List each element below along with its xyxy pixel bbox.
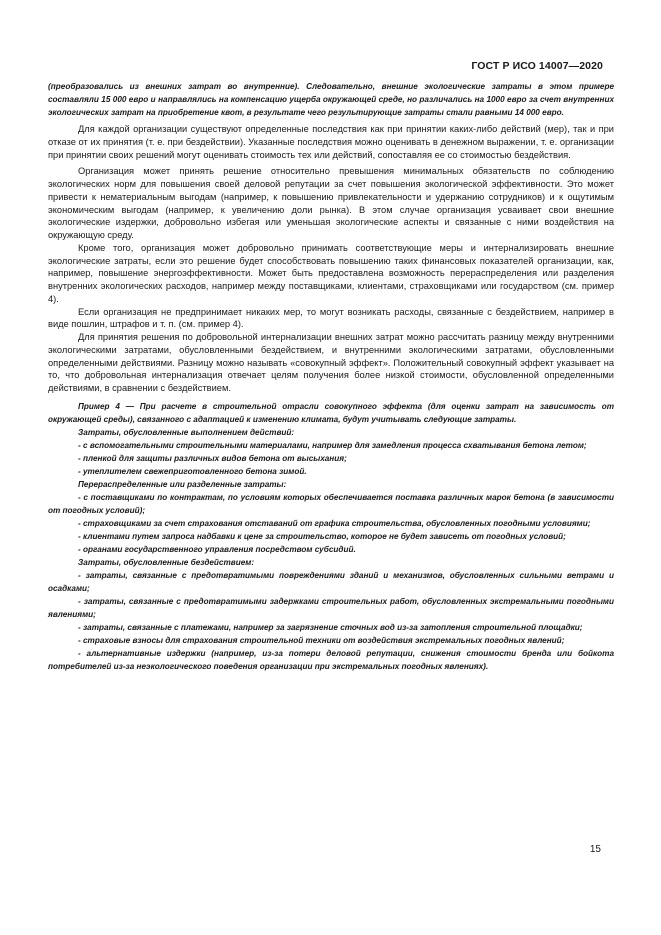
example-line: - затраты, связанные с предотвратимыми задержками строительных работ, обусловленных экстремальными погодными явлениями; (48, 596, 614, 619)
example-line: - органами государственного управления посредством субсидий. (78, 544, 356, 554)
body-paragraph: Кроме того, организация может добровольно принимать соответствующие меры и интернализировать внешние экологические затраты, если это решение будет способствовать повышению таких финансовых показателей организации, как, например, повышение энергоэффективности. Может быть предоставлена возможность перераспределения или разделения внутренних экологических расходов, например между поставщиками, клиентами, страховщиками или государством (см. пример 4). (48, 242, 614, 304)
page-body (48, 80, 614, 673)
italic-continuation: (преобразовались из внешних затрат во внутренние). Следовательно, внешние экологические затраты в этом примере составляли 15 000 евро и направлялись на компенсацию ущерба окружающей среде, но различались на 1000 евро за счет внутренних экологических затрат на приобретение квот, в результате чего результирующие затраты стали равными 14 000 евро. (48, 82, 614, 117)
standard-header: ГОСТ Р ИСО 14007—2020 (471, 60, 603, 72)
example-line: Затраты, обусловленные выполнением действий: (78, 427, 295, 437)
example-line: - с вспомогательными строительными материалами, например для замедления процесса схватывания бетона летом; (78, 440, 587, 450)
example-intro: Пример 4 — При расчете в строительной отрасли совокупного эффекта (для оценки затрат на зависимость от окружающей среды), связанного с адаптацией к изменению климата, будут учитывать следующие затраты. (48, 401, 614, 424)
body-paragraph: Если организация не предпринимает никаких мер, то могут возникать расходы, связанные с бездействием, например в виде пошлин, штрафов и т. п. (см. пример 4). (48, 306, 614, 330)
example-line: - утеплителем свежеприготовленного бетона зимой. (78, 466, 307, 476)
example-line: - клиентами путем запроса надбавки к цене за строительство, которое не будет зависеть от погодных условий; (78, 531, 566, 541)
page-number: 15 (589, 844, 601, 855)
body-paragraph: Для каждой организации существуют определенные последствия как при принятии каких-либо действий (мер), так и при отказе от их принятия (т. е. при бездействии). Указанные последствия можно оценивать в денежном выражении, т. е. организации при принятии своих решений могут оценивать стоимость тех или действий, сопоставляя ее со стоимостью бездействия. (48, 124, 614, 160)
example-line: - пленкой для защиты различных видов бетона от высыхания; (78, 453, 347, 463)
example-line: - страховые взносы для страхования строительной техники от воздействия экстремальных погодных явлений; (78, 635, 565, 645)
example-line: Затраты, обусловленные бездействием: (78, 557, 255, 567)
example-line: - альтернативные издержки (например, из-за потери деловой репутации, снижения стоимости бренда или бойкота потребителей из-за неэкологического поведения организации при экстремальных погодных явлениях). (48, 648, 614, 671)
body-paragraph: Организация может принять решение относительно превышения минимальных обязательств по соблюдению экологических норм для повышения своей деловой репутации за счет повышения экологической эффективности. Это может привести к нематериальным выгодам (например, к повышению привлекательности и удержанию сотрудников) и к ощутимым экономическим выгодам (например, к увеличению доли рынка). В этом случае организация усваивает свои внешние экологические издержки, добровольно избегая или уменьшая экологические аспекты и связанные с ними воздействия на окружающую среду. (48, 166, 614, 240)
example-line: Перераспределенные или разделенные затраты: (78, 479, 287, 489)
example-line: - затраты, связанные с платежами, например за загрязнение сточных вод из-за затопления строительной площадки; (78, 622, 583, 632)
body-paragraph: Для принятия решения по добровольной интернализации внешних затрат можно рассчитать разницу между внутренними экологическими затратами, обусловленными бездействием, и внутренними экологическими затратами, обусловленными определенными действиями. Разницу можно называть «совокупный эффект». Положительный совокупный эффект указывает на то, что добровольная интернализация отвечает целям получения более низкой стоимости, обусловленной определенными действиями, в сравнении с бездействием. (48, 332, 614, 393)
example-line: - затраты, связанные с предотвратимыми повреждениями зданий и механизмов, обусловленных сильными ветрами и осадками; (48, 570, 614, 593)
example-line: - страховщиками за счет страхования отставаний от графика строительства, обусловленных погодными условиями; (78, 518, 591, 528)
example-line: - с поставщиками по контрактам, по условиям которых обеспечивается поставка различных марок бетона (в зависимости от погодных условий); (48, 492, 614, 515)
